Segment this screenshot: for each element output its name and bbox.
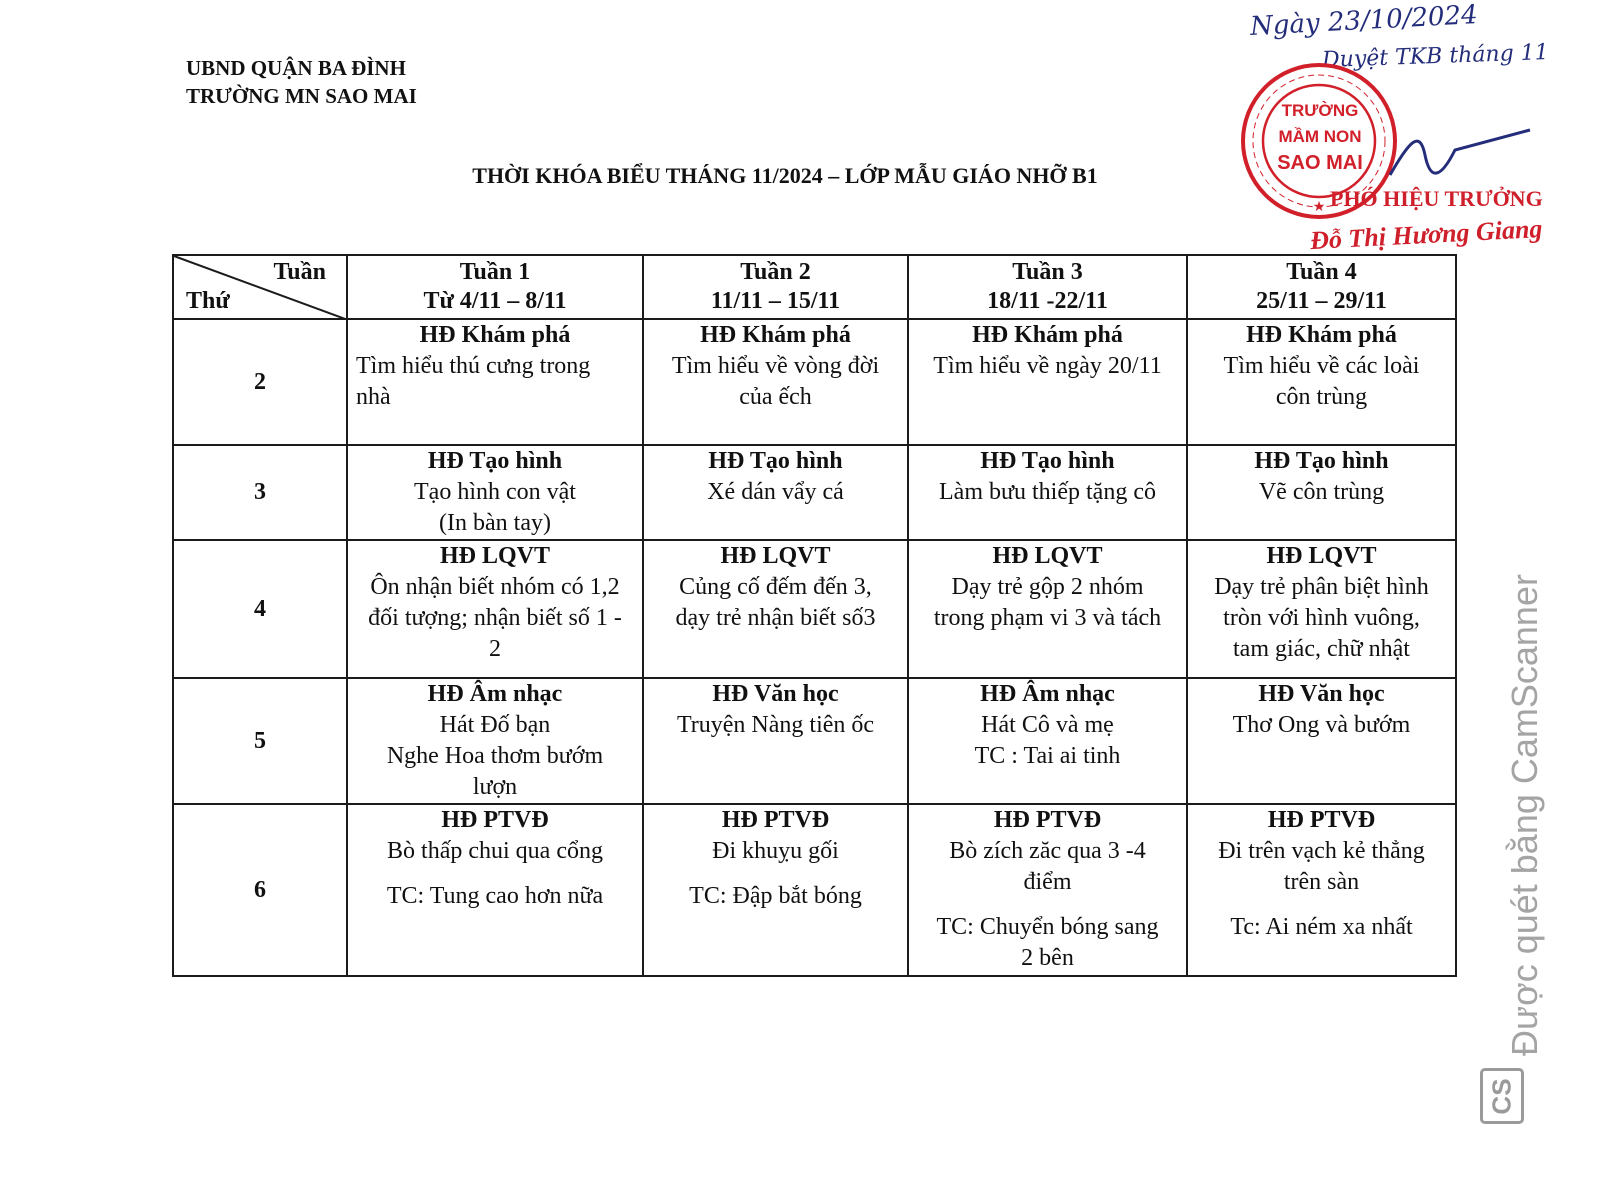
table-row: [173, 445, 1456, 540]
week-header: [643, 255, 908, 319]
approval-block: [1230, 0, 1600, 275]
activity-line: Hát Đố bạn: [439, 712, 551, 738]
activity-cell: [347, 804, 643, 976]
activity-title: HĐ LQVT: [992, 543, 1103, 569]
activity-cell: [643, 804, 908, 976]
week-range: 11/11 – 15/11: [710, 288, 841, 314]
activity-title: HĐ Khám phá: [700, 322, 851, 348]
camscanner-logo-icon: [1480, 1068, 1524, 1124]
day-label: 5: [173, 678, 347, 804]
handwritten-date: Ngày 23/10/2024: [1249, 0, 1479, 42]
signer-role: PHÓ HIỆU TRƯỞNG: [1330, 186, 1543, 211]
activity-title: HĐ PTVĐ: [721, 807, 830, 833]
activity-title: HĐ LQVT: [1266, 543, 1377, 569]
activity-line: đối tượng; nhận biết số 1 -: [368, 605, 622, 631]
activity-cell: [1187, 319, 1456, 445]
week-range: Từ 4/11 – 8/11: [423, 288, 567, 314]
activity-line: Đi khuỵu gối: [712, 838, 839, 864]
org-line-2: TRƯỜNG MN SAO MAI: [186, 84, 417, 108]
game-line: 2 bên: [1021, 945, 1074, 971]
activity-title: HĐ Âm nhạc: [427, 681, 563, 707]
corner-day-label: Thứ: [186, 288, 230, 314]
activity-line: 2: [489, 636, 501, 662]
activity-title: HĐ Văn học: [712, 681, 839, 707]
document-title: THỜI KHÓA BIỂU THÁNG 11/2024 – LỚP MẪU GIÁO NHỠ B1: [472, 163, 1098, 188]
activity-line: điểm: [1023, 869, 1072, 895]
week-header: [908, 255, 1187, 319]
week-header: [347, 255, 643, 319]
schedule-table: [172, 254, 1457, 977]
activity-line: Tìm hiểu thú cưng trong: [356, 353, 591, 379]
activity-cell: [908, 804, 1187, 976]
table-row: [173, 678, 1456, 804]
week-label: Tuần 1: [459, 259, 531, 285]
header-row: [173, 255, 1456, 319]
activity-cell: [347, 540, 643, 678]
activity-title: HĐ Tạo hình: [427, 448, 563, 474]
activity-line: Ôn nhận biết nhóm có 1,2: [370, 574, 620, 600]
activity-cell: [643, 319, 908, 445]
activity-line: lượn: [472, 774, 518, 800]
activity-line: trên sàn: [1283, 869, 1360, 895]
activity-line: Bò thấp chui qua cổng: [387, 838, 603, 864]
activity-cell: [908, 319, 1187, 445]
handwritten-approval-note: Duyệt TKB tháng 11: [1321, 40, 1550, 73]
activity-line: Tìm hiểu về ngày 20/11: [933, 353, 1162, 379]
activity-line: Dạy trẻ phân biệt hình: [1214, 574, 1429, 600]
activity-cell: [1187, 804, 1456, 976]
activity-line: tam giác, chữ nhật: [1233, 636, 1410, 662]
game-line: Tc: Ai ném xa nhất: [1230, 914, 1413, 940]
activity-line: của ếch: [739, 384, 812, 410]
table-row: [173, 804, 1456, 976]
activity-line: Đi trên vạch kẻ thẳng: [1218, 838, 1425, 864]
activity-cell: [643, 678, 908, 804]
activity-cell: [1187, 445, 1456, 540]
week-label: Tuần 3: [1012, 259, 1083, 285]
signature-stroke-icon: [1380, 120, 1540, 190]
activity-line: Tìm hiểu về các loài: [1223, 353, 1420, 379]
activity-title: HĐ Văn học: [1258, 681, 1385, 707]
activity-line: (In bàn tay): [439, 510, 551, 536]
game-line: TC: Tung cao hơn nữa: [386, 883, 604, 909]
activity-title: HĐ Khám phá: [972, 322, 1123, 348]
activity-line: Dạy trẻ gộp 2 nhóm: [951, 574, 1144, 600]
activity-line: trong phạm vi 3 và tách: [933, 605, 1162, 631]
day-label: 3: [173, 445, 347, 540]
game-line: TC: Đập bắt bóng: [689, 883, 862, 909]
activity-line: côn trùng: [1275, 384, 1368, 410]
org-line-1: UBND QUẬN BA ĐÌNH: [186, 56, 406, 80]
activity-cell: [643, 445, 908, 540]
table-row: [173, 319, 1456, 445]
activity-line: Truyện Nàng tiên ốc: [676, 712, 875, 738]
signer-name: Đỗ Thị Hương Giang: [1309, 213, 1544, 256]
activity-line: Nghe Hoa thơm bướm: [386, 743, 604, 769]
school-header: [186, 54, 417, 110]
activity-cell: [908, 445, 1187, 540]
day-label: 2: [173, 319, 347, 445]
corner-week-label: Tuần: [273, 259, 326, 285]
activity-cell: [908, 540, 1187, 678]
activity-cell: [1187, 678, 1456, 804]
activity-title: HĐ PTVĐ: [993, 807, 1102, 833]
week-label: Tuần 2: [740, 259, 811, 285]
camscanner-watermark: Được quét bằng CamScanner: [1504, 574, 1545, 1056]
activity-line: Củng cố đếm đến 3,: [679, 574, 872, 600]
activity-title: HĐ Tạo hình: [1254, 448, 1389, 474]
activity-line: TC : Tai ai tinh: [974, 743, 1121, 769]
activity-line: Vẽ côn trùng: [1258, 479, 1385, 505]
seal-line-3: SAO MAI: [1277, 152, 1363, 174]
activity-line: Tạo hình con vật: [414, 479, 576, 505]
week-header: [1187, 255, 1456, 319]
activity-line: Tìm hiểu về vòng đời: [671, 353, 880, 379]
activity-title: HĐ Tạo hình: [708, 448, 843, 474]
spacer: [917, 898, 1178, 912]
activity-title: HĐ LQVT: [439, 543, 550, 569]
activity-title: HĐ Khám phá: [419, 322, 571, 348]
seal-line-2: MẦM NON: [1278, 127, 1362, 146]
activity-line: Bò zích zăc qua 3 -4: [949, 838, 1146, 864]
corner-cell: [173, 255, 347, 319]
activity-title: HĐ Tạo hình: [980, 448, 1115, 474]
activity-title: HĐ Khám phá: [1246, 322, 1397, 348]
activity-title: HĐ PTVĐ: [441, 807, 549, 833]
activity-line: nhà: [356, 384, 391, 410]
activity-cell: [1187, 540, 1456, 678]
activity-cell: [908, 678, 1187, 804]
svg-text:★: ★: [1312, 198, 1326, 214]
seal-text: [1258, 98, 1382, 176]
week-range: 25/11 – 29/11: [1256, 288, 1387, 314]
day-label: 6: [173, 804, 347, 976]
activity-title: HĐ PTVĐ: [1267, 807, 1376, 833]
seal-line-1: TRƯỜNG: [1281, 101, 1359, 120]
game-line: TC: Chuyển bóng sang: [936, 914, 1159, 940]
activity-line: dạy trẻ nhận biết số3: [675, 605, 876, 631]
activity-cell: [643, 540, 908, 678]
spacer: [356, 867, 634, 881]
spacer: [1196, 898, 1447, 912]
activity-line: Xé dán vẩy cá: [707, 479, 844, 505]
week-label: Tuần 4: [1286, 259, 1357, 285]
activity-line: tròn với hình vuông,: [1223, 605, 1420, 631]
day-label: 4: [173, 540, 347, 678]
activity-cell: [347, 319, 643, 445]
activity-line: Làm bưu thiếp tặng cô: [939, 479, 1156, 505]
activity-line: Thơ Ong và bướm: [1232, 712, 1411, 738]
activity-cell: [347, 445, 643, 540]
activity-line: Hát Cô và mẹ: [981, 712, 1114, 738]
table-row: [173, 540, 1456, 678]
activity-cell: [347, 678, 643, 804]
spacer: [652, 867, 899, 881]
activity-title: HĐ LQVT: [720, 543, 831, 569]
activity-title: HĐ Âm nhạc: [980, 681, 1115, 707]
week-range: 18/11 -22/11: [987, 288, 1108, 314]
camscanner-badge-text: CS: [1486, 1077, 1517, 1115]
